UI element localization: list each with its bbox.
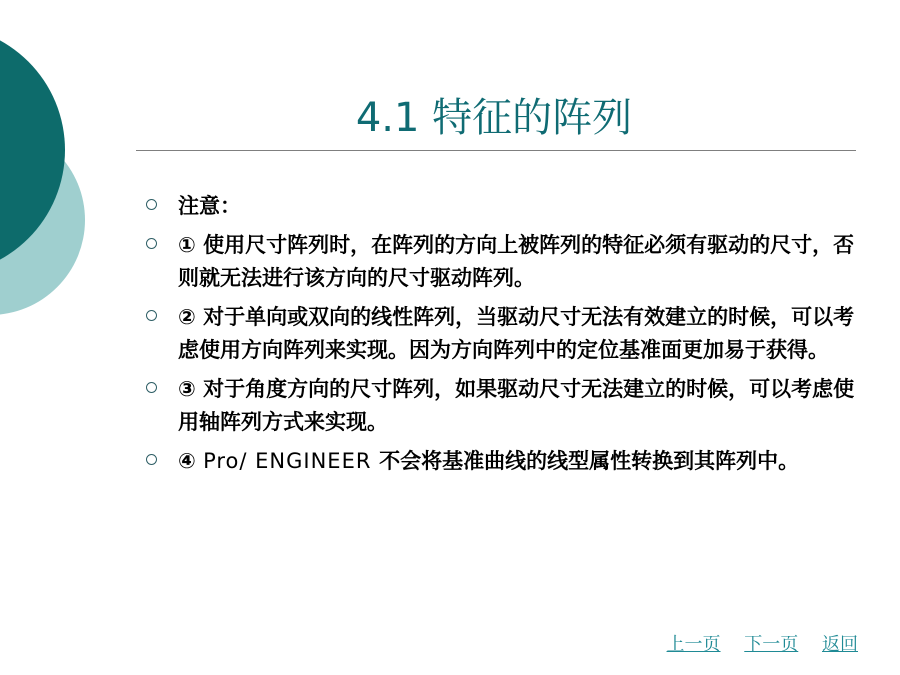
- slide-title: 4.1 特征的阵列: [355, 95, 633, 141]
- title-divider: [136, 150, 856, 151]
- bullet-text: 不会将基准曲线的线型属性转换到其阵列中。: [379, 449, 800, 473]
- next-page-link[interactable]: 下一页: [744, 634, 799, 655]
- bullet-circle-icon: [146, 454, 157, 465]
- bullet-circle-icon: [146, 382, 157, 393]
- bullet-item-note: [138, 190, 858, 223]
- bullet-circle-icon: [146, 199, 157, 210]
- bullet-circle-icon: [146, 238, 157, 249]
- bullet-item-4: [138, 445, 858, 478]
- prev-page-link[interactable]: 上一页: [666, 634, 721, 655]
- slide-navigation: [649, 630, 858, 656]
- bullet-text: ① 使用尺寸阵列时，在阵列的方向上被阵列的特征必须有驱动的尺寸，否则就无法进行该方向的尺寸驱动阵列。: [178, 233, 855, 290]
- bullet-text: ② 对于单向或双向的线性阵列，当驱动尺寸无法有效建立的时候，可以考虑使用方向阵列来实现。因为方向阵列中的定位基准面更加易于获得。: [178, 305, 855, 362]
- bullet-list: [138, 190, 858, 484]
- product-name: Pro/ ENGINEER: [203, 449, 380, 473]
- back-link[interactable]: 返回: [822, 634, 858, 655]
- bullet-circle-icon: [146, 310, 157, 321]
- bullet-text: ③ 对于角度方向的尺寸阵列，如果驱动尺寸无法建立的时候，可以考虑使用轴阵列方式来实现。: [178, 377, 855, 434]
- bullet-item-2: [138, 301, 858, 367]
- bullet-item-3: [138, 373, 858, 439]
- bullet-text: 注意：: [178, 194, 241, 218]
- bullet-item-1: [138, 229, 858, 295]
- bullet-prefix: ④: [178, 449, 204, 473]
